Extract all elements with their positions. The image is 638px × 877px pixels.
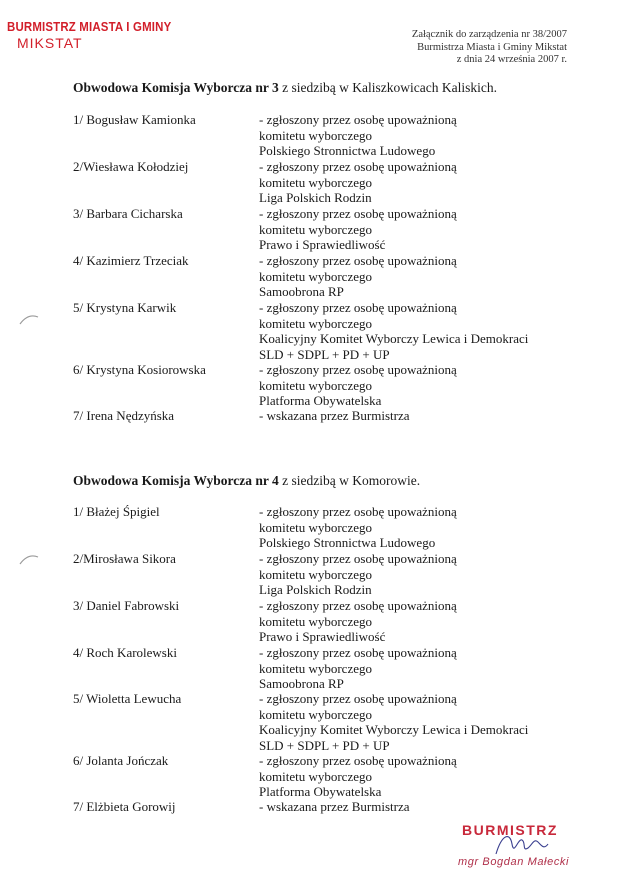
- description-line: komitetu wyborczego: [259, 566, 372, 582]
- member-description: [259, 300, 528, 363]
- member-description: [259, 551, 457, 598]
- description-line: Polskiego Stronnictwa Ludowego: [259, 143, 436, 159]
- description-line: SLD + SDPL + PD + UP: [259, 347, 390, 363]
- description-line: - zgłoszony przez osobę upoważnioną: [259, 300, 457, 315]
- description-line: SLD + SDPL + PD + UP: [259, 738, 390, 754]
- member-description: [259, 645, 457, 692]
- commission-title-rest: z siedzibą w Kaliszkowicach Kaliskich.: [278, 80, 497, 95]
- member-name: 5/ Wioletta Lewucha: [73, 691, 182, 706]
- hole-punch-mark-icon: [18, 312, 40, 326]
- description-line: komitetu wyborczego: [259, 660, 372, 676]
- description-line: komitetu wyborczego: [259, 377, 372, 393]
- description-line: Liga Polskich Rodzin: [259, 582, 372, 598]
- description-line: komitetu wyborczego: [259, 174, 372, 190]
- member-description: [259, 159, 457, 206]
- commission-title-bold: Obwodowa Komisja Wyborcza nr 4: [73, 473, 279, 488]
- member-name: 7/ Elżbieta Gorowij: [73, 799, 176, 814]
- description-line: komitetu wyborczego: [259, 768, 372, 784]
- description-line: Liga Polskich Rodzin: [259, 190, 372, 206]
- member-name: 1/ Błażej Śpigiel: [73, 504, 160, 519]
- description-line: komitetu wyborczego: [259, 127, 372, 143]
- member-name: 3/ Daniel Fabrowski: [73, 598, 180, 613]
- attachment-line-2: Burmistrza Miasta i Gminy Mikstat: [417, 41, 567, 53]
- description-line: - zgłoszony przez osobę upoważnioną: [259, 753, 457, 768]
- member-description: [259, 408, 410, 424]
- description-line: - zgłoszony przez osobę upoważnioną: [259, 253, 457, 268]
- member-description: [259, 504, 457, 551]
- description-line: - zgłoszony przez osobę upoważnioną: [259, 159, 457, 174]
- description-line: - zgłoszony przez osobę upoważnioną: [259, 504, 457, 519]
- member-description: [259, 253, 457, 300]
- description-line: komitetu wyborczego: [259, 315, 372, 331]
- signature-block: [440, 822, 600, 868]
- description-line: - wskazana przez Burmistrza: [259, 408, 410, 423]
- description-line: komitetu wyborczego: [259, 519, 372, 535]
- member-description: [259, 753, 457, 800]
- description-line: - zgłoszony przez osobę upoważnioną: [259, 362, 457, 377]
- description-line: Samoobrona RP: [259, 284, 344, 300]
- stamp-line-1: BURMISTRZ MIASTA I GMINY: [7, 19, 172, 34]
- member-name: 7/ Irena Nędzyńska: [73, 408, 175, 423]
- member-description: [259, 691, 528, 754]
- hole-punch-mark-icon: [18, 552, 40, 566]
- description-line: Prawo i Sprawiedliwość: [259, 237, 386, 253]
- description-line: komitetu wyborczego: [259, 221, 372, 237]
- signature-title: BURMISTRZ: [462, 822, 558, 838]
- description-line: Koalicyjny Komitet Wyborczy Lewica i Demokraci: [259, 722, 529, 738]
- description-line: - wskazana przez Burmistrza: [259, 799, 410, 814]
- description-line: komitetu wyborczego: [259, 613, 372, 629]
- description-line: Samoobrona RP: [259, 676, 344, 692]
- commission-title: [73, 80, 497, 96]
- member-name: 5/ Krystyna Karwik: [73, 300, 177, 315]
- description-line: - zgłoszony przez osobę upoważnioną: [259, 645, 457, 660]
- member-description: [259, 362, 457, 409]
- description-line: - zgłoszony przez osobę upoważnioną: [259, 206, 457, 221]
- description-line: Koalicyjny Komitet Wyborczy Lewica i Demokraci: [259, 331, 529, 347]
- description-line: Prawo i Sprawiedliwość: [259, 629, 386, 645]
- member-name: 4/ Kazimierz Trzeciak: [73, 253, 189, 268]
- description-line: komitetu wyborczego: [259, 268, 372, 284]
- stamp-line-2: MIKSTAT: [17, 35, 83, 51]
- description-line: Platforma Obywatelska: [259, 393, 382, 409]
- office-stamp: [7, 19, 172, 51]
- description-line: - zgłoszony przez osobę upoważnioną: [259, 551, 457, 566]
- member-name: 2/Wiesława Kołodziej: [73, 159, 189, 174]
- description-line: Platforma Obywatelska: [259, 784, 382, 800]
- commission-title-rest: z siedzibą w Komorowie.: [278, 473, 421, 488]
- attachment-note: [372, 29, 567, 67]
- description-line: - zgłoszony przez osobę upoważnioną: [259, 691, 457, 706]
- attachment-line-1: Załącznik do zarządzenia nr 38/2007: [411, 29, 567, 40]
- member-name: 4/ Roch Karolewski: [73, 645, 177, 660]
- description-line: komitetu wyborczego: [259, 706, 372, 722]
- description-line: - zgłoszony przez osobę upoważnioną: [259, 598, 457, 613]
- member-name: 2/Mirosława Sikora: [73, 551, 176, 566]
- description-line: Polskiego Stronnictwa Ludowego: [259, 535, 436, 551]
- signature-name: mgr Bogdan Małecki: [458, 856, 570, 868]
- member-name: 6/ Jolanta Jończak: [73, 753, 169, 768]
- member-name: 1/ Bogusław Kamionka: [73, 112, 196, 127]
- member-description: [259, 206, 457, 253]
- description-line: - zgłoszony przez osobę upoważnioną: [259, 112, 457, 127]
- member-description: [259, 598, 457, 645]
- member-name: 3/ Barbara Cicharska: [73, 206, 183, 221]
- member-description: [259, 799, 410, 815]
- commission-title-bold: Obwodowa Komisja Wyborcza nr 3: [73, 80, 279, 95]
- member-description: [259, 112, 457, 159]
- attachment-line-3: z dnia 24 września 2007 r.: [456, 54, 567, 65]
- commission-title: [73, 473, 420, 489]
- member-name: 6/ Krystyna Kosiorowska: [73, 362, 206, 377]
